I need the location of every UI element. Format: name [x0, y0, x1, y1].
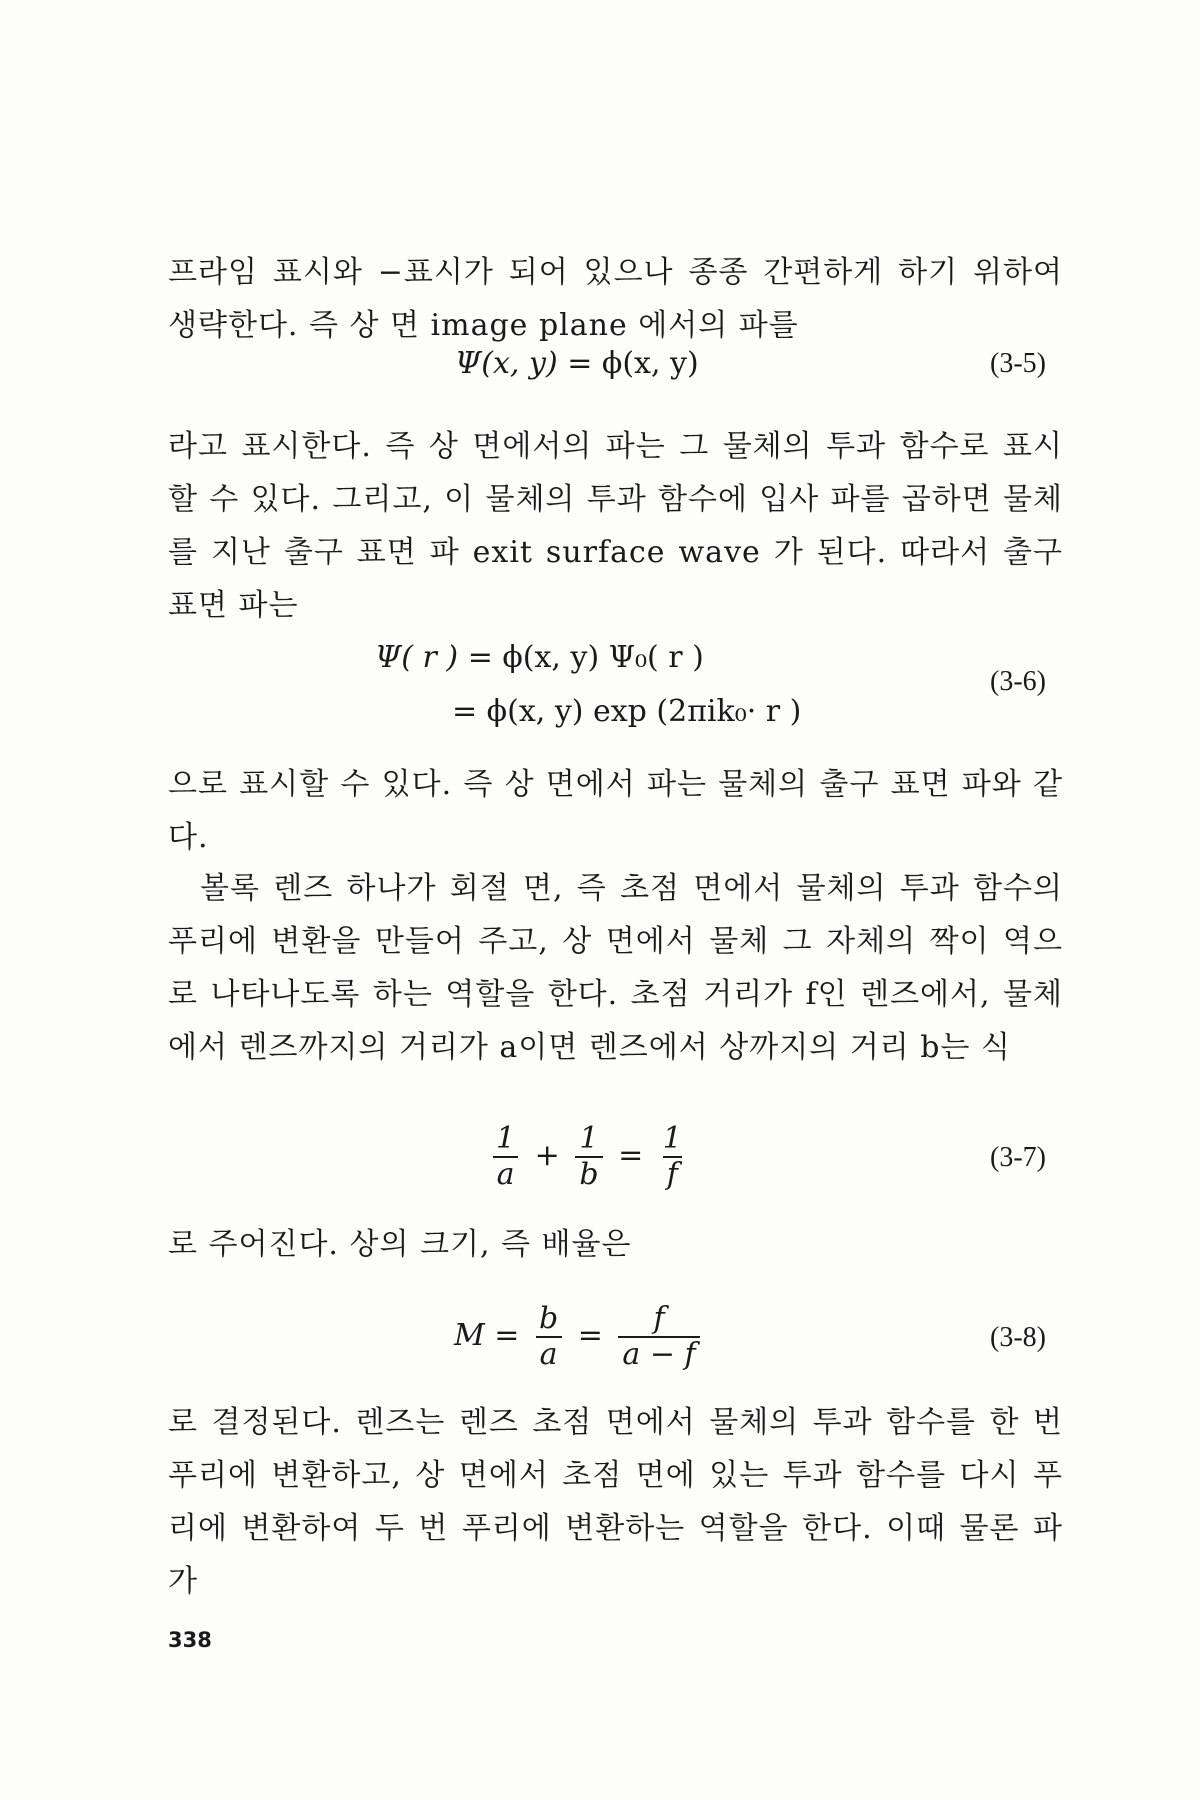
equation-3-7	[486, 1122, 692, 1192]
paragraph-6: 로 결정된다. 렌즈는 렌즈 초점 면에서 물체의 투과 함수를 한 번 푸리에 변환하고, 상 면에서 초점 면에 있는 투과 함수를 다시 푸리에 변환하여 두 번 푸리에 변환하는 역할을 한다. 이때 물론 파가	[168, 1405, 1063, 1599]
frac-numerator: 1	[662, 1121, 682, 1156]
paragraph-3: 으로 표시할 수 있다. 즉 상 면에서 파는 물체의 출구 표면 파와 같다.	[168, 767, 1063, 855]
plus-sign: +	[534, 1138, 560, 1173]
frac-denominator: f	[663, 1156, 682, 1192]
frac-denominator: a	[493, 1156, 519, 1192]
paragraph-5: 로 주어진다. 상의 크기, 즉 배율은	[168, 1227, 632, 1262]
equation-number-3-6: (3-6)	[990, 666, 1046, 697]
fraction-1-over-f	[659, 1122, 686, 1192]
equation-3-6-rhs-1: = ϕ(x, y) Ψ₀( r )	[467, 640, 704, 675]
equation-3-6-line-2	[452, 694, 801, 729]
equation-3-5-rhs: = ϕ(x, y)	[567, 346, 699, 381]
frac-denominator: a	[536, 1336, 562, 1372]
equals-sign: =	[494, 1318, 520, 1353]
fraction-b-over-a	[535, 1302, 562, 1372]
equation-3-8-lhs: M	[454, 1318, 485, 1353]
page-number: 338	[168, 1628, 212, 1652]
equation-number-3-7: (3-7)	[990, 1142, 1046, 1173]
equation-3-8	[454, 1302, 706, 1372]
fraction-1-over-b	[575, 1122, 602, 1192]
fraction-f-over-a-minus-f	[618, 1302, 699, 1372]
frac-denominator: a − f	[618, 1336, 699, 1372]
frac-numerator: f	[653, 1301, 665, 1336]
paragraph-1: 프라임 표시와 −표시가 되어 있으나 종종 간편하게 하기 위하여 생략한다. 즉 상 면 image plane 에서의 파를	[168, 255, 1063, 343]
equation-3-5	[455, 346, 699, 381]
equation-3-6-lhs: Ψ( r )	[375, 640, 459, 675]
paragraph-4: 볼록 렌즈 하나가 회절 면, 즉 초점 면에서 물체의 투과 함수의 푸리에 변환을 만들어 주고, 상 면에서 물체 그 자체의 짝이 역으로 나타나도록 하는 역할을 한다. 초점 거리가 f인 렌즈에서, 물체에서 렌즈까지의 거리가 a이면 렌즈에서 상까지의 거리 b는 식	[168, 871, 1063, 1065]
equation-number-3-8: (3-8)	[990, 1322, 1046, 1353]
frac-numerator: 1	[496, 1121, 516, 1156]
equals-sign: =	[577, 1318, 603, 1353]
frac-numerator: 1	[579, 1121, 599, 1156]
equation-3-6-rhs-2: = ϕ(x, y) exp (2πik₀· r )	[452, 694, 802, 729]
equation-3-6-line-1	[375, 640, 704, 675]
equals-sign: =	[618, 1138, 644, 1173]
equation-3-5-lhs: Ψ(x, y)	[455, 346, 558, 381]
frac-numerator: b	[538, 1301, 559, 1336]
paragraph-2: 라고 표시한다. 즉 상 면에서의 파는 그 물체의 투과 함수로 표시할 수 있다. 그리고, 이 물체의 투과 함수에 입사 파를 곱하면 물체를 지난 출구 표면 파 exit surface wave 가 된다. 따라서 출구 표면 파는	[168, 429, 1063, 623]
frac-denominator: b	[575, 1156, 602, 1192]
equation-number-3-5: (3-5)	[990, 348, 1046, 379]
fraction-1-over-a	[492, 1122, 519, 1192]
